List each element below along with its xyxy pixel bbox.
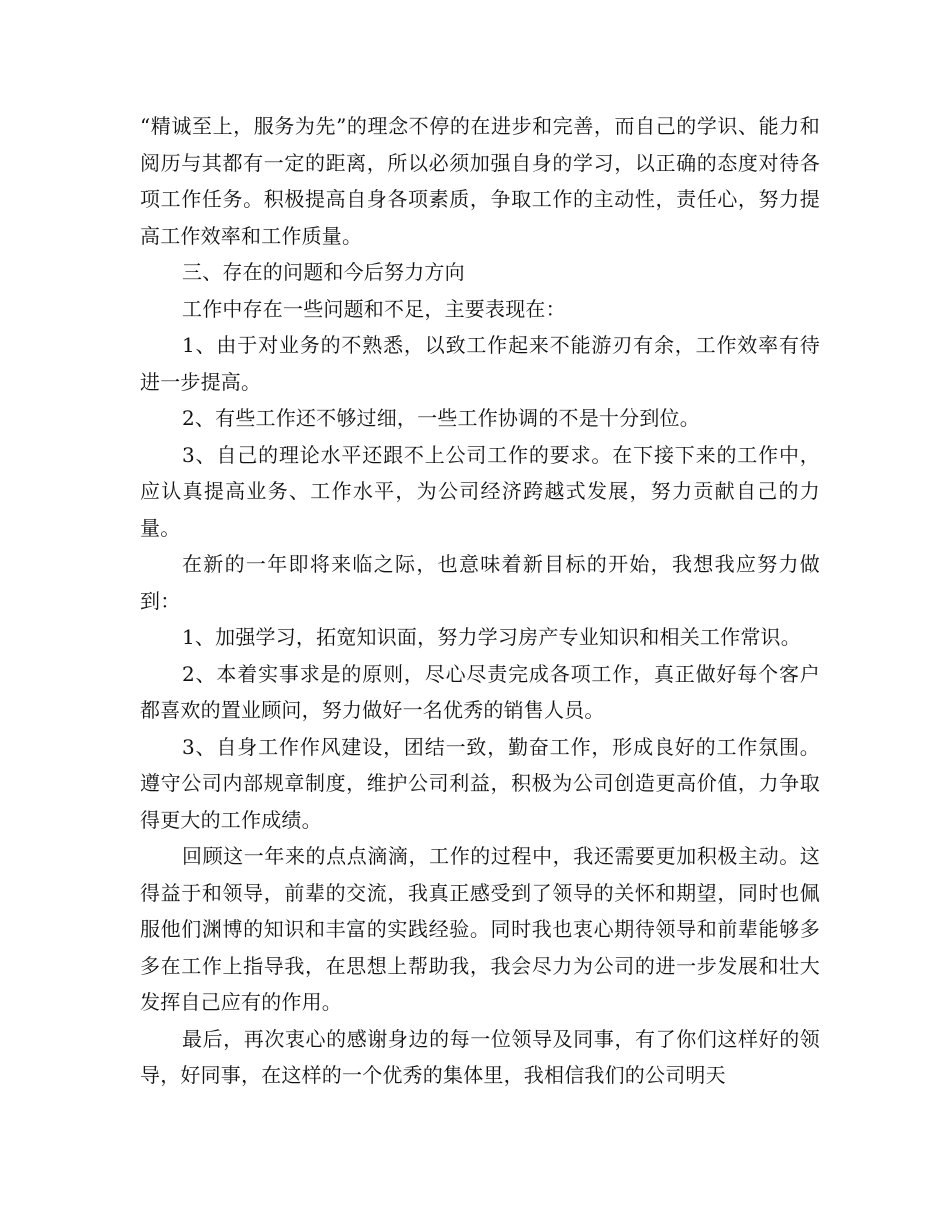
paragraph-continuation: “精诚至上，服务为先”的理念不停的在进步和完善，而自己的学识、能力和阅历与其都有一定的距离，所以必须加强自身的学习，以正确的态度对待各项工作任务。积极提高自身各项素质，争取工作的主动性，责任心，努力提高工作效率和工作质量。	[140, 114, 820, 248]
list-item-goal-1: 1、加强学习，拓宽知识面，努力学习房产专业知识和相关工作常识。	[182, 625, 801, 649]
list-item-problem-2: 2、有些工作还不够过细，一些工作协调的不是十分到位。	[182, 406, 700, 430]
paragraph-review: 回顾这一年来的点点滴滴，工作的过程中，我还需要更加积极主动。这得益于和领导，前辈的交流，我真正感受到了领导的关怀和期望，同时也佩服他们渊博的知识和丰富的实践经验。同时我也衷心期待领导和前辈能够多多在工作上指导我，在思想上帮助我，我会尽力为公司的进一步发展和壮大发挥自己应有的作用。	[140, 844, 820, 1014]
section-heading-problems: 三、存在的问题和今后努力方向	[182, 260, 465, 284]
list-item-goal-3: 3、自身工作作风建设，团结一致，勤奋工作，形成良好的工作氛围。遵守公司内部规章制度，维护公司利益，积极为公司创造更高价值，力争取得更大的工作成绩。	[140, 734, 820, 832]
list-item-goal-2: 2、本着实事求是的原则，尽心尽责完成各项工作，真正做好每个客户都喜欢的置业顾问，努力做好一名优秀的销售人员。	[140, 661, 820, 722]
paragraph-closing: 最后，再次衷心的感谢身边的每一位领导及同事，有了你们这样好的领导，好同事，在这样的一个优秀的集体里，我相信我们的公司明天	[140, 1026, 820, 1087]
paragraph-problems-intro: 工作中存在一些问题和不足，主要表现在：	[182, 296, 566, 321]
list-item-problem-3: 3、自己的理论水平还跟不上公司工作的要求。在下接下来的工作中，应认真提高业务、工作水平，为公司经济跨越式发展，努力贡献自己的力量。	[140, 442, 820, 540]
document-body	[140, 108, 820, 1094]
paragraph-new-year-goals: 在新的一年即将来临之际，也意味着新目标的开始，我想我应努力做到：	[140, 552, 820, 613]
list-item-problem-1: 1、由于对业务的不熟悉，以致工作起来不能游刃有余，工作效率有待进一步提高。	[140, 333, 820, 394]
